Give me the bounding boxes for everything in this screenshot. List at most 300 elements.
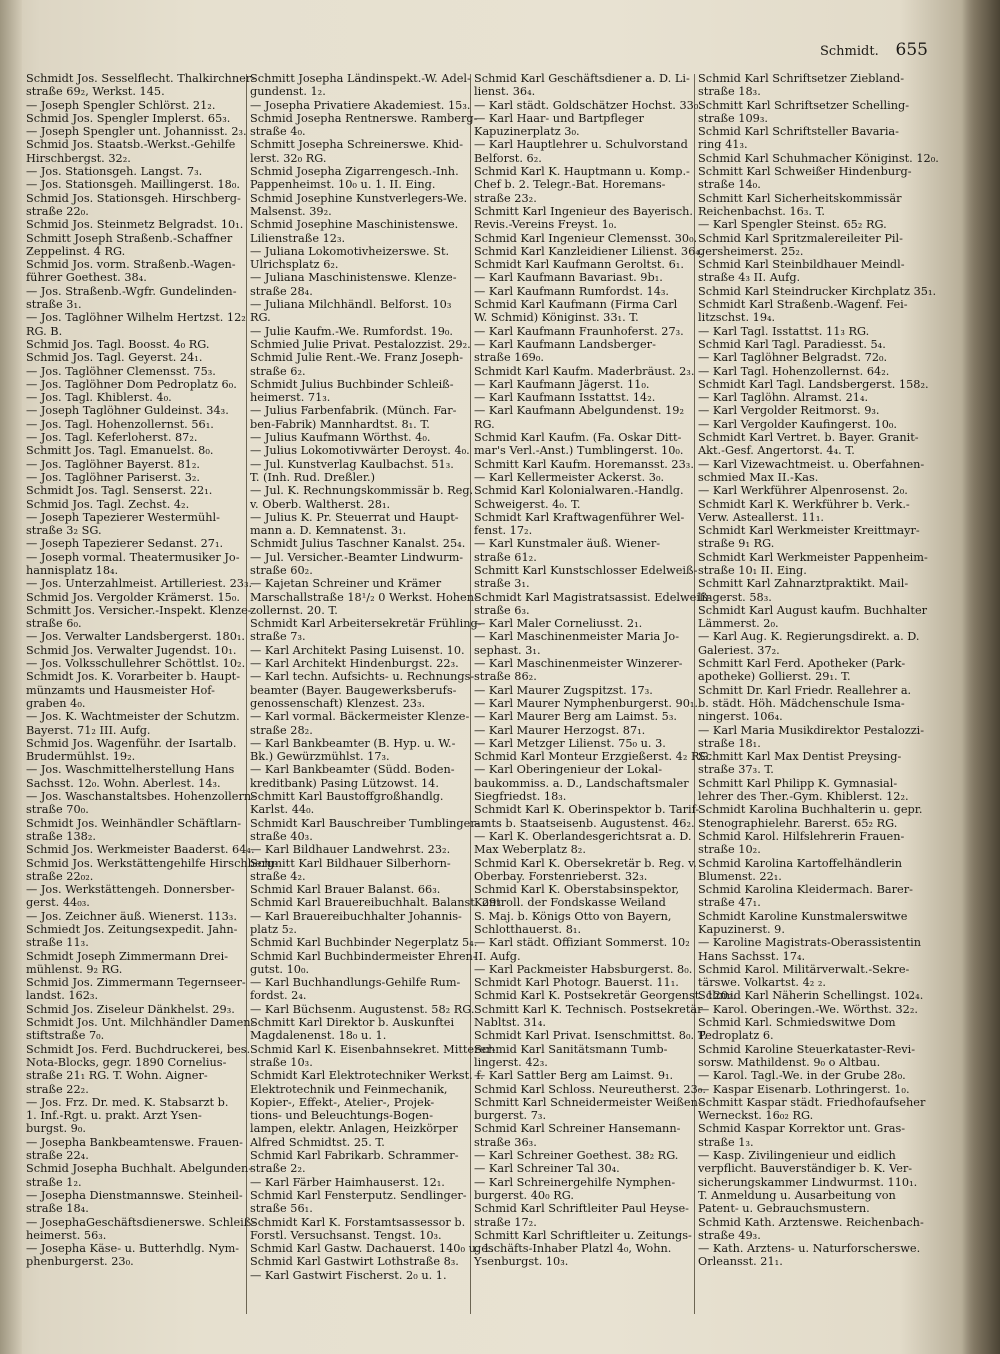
directory-entry-line: Schmitt Karl Bildhauer Silberhorn- <box>250 856 451 870</box>
directory-entry-line: straße 4₂. <box>250 869 306 883</box>
directory-entry-line: Schmitt Karl K. Technisch. Postsekretär <box>474 1002 703 1016</box>
directory-entry-line: straße 22₄. <box>26 1149 89 1163</box>
directory-entry-line: lampen, elektr. Anlagen, Heizkörper <box>250 1122 458 1136</box>
directory-entry-line: ningerst. 106₄. <box>698 710 783 724</box>
directory-entry-line: — Julie Kaufm.-We. Rumfordst. 19₀. <box>250 324 454 338</box>
directory-entry-line: — Karl Schreinergehilfe Nymphen- <box>474 1175 676 1189</box>
directory-entry-line: Schmid Karl Schriftsetzer Ziebland- <box>698 72 905 85</box>
directory-entry-line: straße 7₃. <box>250 630 306 644</box>
directory-entry-line: — Karl Bankbeamter (Südd. Boden- <box>250 763 455 777</box>
directory-entry-line: phenburgerst. 23₀. <box>26 1255 134 1269</box>
directory-entry-line: Zeppelinst. 4 RG. <box>26 244 126 258</box>
directory-entry-line: straße 4₃ II. Aufg. <box>698 271 801 285</box>
directory-entry-line: Schmidt Karl K. Werkführer b. Verk.- <box>698 497 910 511</box>
directory-entry-line: straße 3₁. <box>26 298 82 312</box>
directory-entry-line: RG. <box>474 417 495 431</box>
directory-entry-line: Schmid Jos. Steinmetz Belgradst. 10₁. <box>26 218 244 232</box>
directory-entry-line: Schmid Jos. Tagl. Boosst. 4₀ RG. <box>26 337 210 351</box>
directory-entry-line: Kapuzinerplatz 3₀. <box>474 125 580 139</box>
directory-entry-line: straße 17₂. <box>474 1215 537 1229</box>
directory-entry-line: straße 70₀. <box>26 803 89 817</box>
directory-entry-line: Schmid Kath. Arztenswe. Reichenbach- <box>698 1215 924 1229</box>
directory-entry-line: Schmid Karl. Schmiedswitwe Dom <box>698 1016 896 1030</box>
directory-entry-line: Schmid Karol. Militärverwalt.-Sekre- <box>698 962 910 976</box>
directory-entry-line: Schmid Karl Steindrucker Kirchplatz 35₁. <box>698 284 937 298</box>
directory-entry-line: Schmid Josepha Rentnerswe. Ramberg- <box>250 111 478 125</box>
directory-entry-line: RG. B. <box>26 324 63 338</box>
directory-entry-line: Schmid Karl Monteur Erzgießerst. 4₂ RG. <box>474 750 712 764</box>
directory-entry-line: Schmitt Joseph Straßenb.-Schaffner <box>26 231 233 245</box>
directory-entry-line: apotheke) Gollierst. 29₁. T. <box>698 670 851 684</box>
directory-entry-line: — Josepha Dienstmannswe. Steinheil- <box>26 1188 243 1202</box>
directory-entry-line: Revis.-Vereins Freyst. 1₀. <box>474 218 617 232</box>
directory-entry-line: — Karl städt. Offiziant Sommerst. 10₂ <box>474 936 690 950</box>
directory-entry-line: — Karoline Magistrats-Oberassistentin <box>698 936 922 950</box>
directory-entry-line: Schmidt Karl Werkmeister Kreittmayr- <box>698 524 920 538</box>
directory-entry-line: — Karl Haar- und Bartpfleger <box>474 111 644 125</box>
directory-entry-line: Schmidt Jos. Tagl. Senserst. 22₁. <box>26 484 213 498</box>
directory-entry-line: — Jul. Kunstverlag Kaulbachst. 51₃. <box>250 457 454 471</box>
directory-entry-line: — Jos. Waschmittelherstellung Hans <box>26 763 235 777</box>
directory-entry-line: Schmitt Dr. Karl Friedr. Reallehrer a. <box>698 683 912 697</box>
directory-entry-line: straße 28₂. <box>250 723 313 737</box>
directory-entry-line: straße 18₄. <box>26 1202 89 1216</box>
directory-entry-line: Schmidt Karl Arbeitersekretär Frühling- <box>250 617 482 631</box>
directory-entry-line: RG. <box>250 311 271 325</box>
directory-entry-line: Schmid Karl Näherin Schellingst. 102₄. <box>698 989 924 1003</box>
directory-entry-line: — Jos. K. Wachtmeister der Schutzm. <box>26 710 240 724</box>
directory-entry-line: geschäfts-Inhaber Platzl 4₀, Wohn. <box>474 1242 672 1256</box>
directory-entry-line: — Karl Taglöhn. Alramst. 21₄. <box>698 391 869 405</box>
directory-entry-line: baukommiss. a. D., Landschaftsmaler <box>474 776 689 790</box>
directory-entry-line: amts b. Staatseisenb. Augustenst. 46₂. <box>474 816 695 830</box>
directory-entry-line: — Jul. Versicher.-Beamter Lindwurm- <box>250 550 464 564</box>
directory-entry-line: gersheimerst. 25₂. <box>698 244 804 258</box>
directory-entry-line: S. Maj. b. Königs Otto von Bayern, <box>474 909 672 923</box>
directory-entry-line: Schmid Karl Gastwirt Lothstraße 8₃. <box>250 1255 459 1269</box>
directory-entry-line: Schmid Jos. Zimmermann Tegernseer- <box>26 976 246 990</box>
directory-entry-line: Schmidt Karl Elektrotechniker Werkst. f. <box>250 1069 484 1083</box>
directory-entry-line: — Juliana Lokomotivheizerswe. St. <box>250 244 450 258</box>
directory-entry-line: — Karl vormal. Bäckermeister Klenze- <box>250 710 470 724</box>
directory-entry-line: straße 21₁ RG. T. Wohn. Aigner- <box>26 1069 208 1083</box>
directory-entry-line: burgst. 9₀. <box>26 1122 86 1136</box>
directory-entry-line: Patent- u. Gebrauchsmustern. <box>698 1202 870 1216</box>
directory-entry-line: Schmidt Karl Privat. Isenschmittst. 8₀. T. <box>474 1029 708 1043</box>
directory-entry-line: Schmid Josephine Kunstverlegers-We. <box>250 191 468 205</box>
directory-entry-line: — Jos. Tagl. Keferloherst. 87₂. <box>26 431 198 445</box>
directory-entry-line: kreditbank) Pasing Lützowst. 14. <box>250 776 439 790</box>
directory-entry-line: Marschallstraße 18¹/₂ 0 Werkst. Hohen- <box>250 590 478 604</box>
directory-entry-line: straße 18₃. <box>698 85 761 99</box>
directory-entry-line: — Joseph Spengler Schlörst. 21₂. <box>26 98 216 112</box>
directory-entry-line: gutst. 10₀. <box>250 962 310 976</box>
directory-entry-line: straße 86₂. <box>474 670 537 684</box>
directory-entry-line: straße 22₂. <box>26 1082 89 1096</box>
directory-entry-line: litzschst. 19₄. <box>698 311 776 325</box>
directory-entry-line: Schmitt Karl Zahnarztpraktikt. Mail- <box>698 577 909 591</box>
directory-entry-line: Schmid Karl K. Oberstabsinspektor, <box>474 883 680 897</box>
directory-entry-line: tions- und Beleuchtungs-Bogen- <box>250 1109 434 1123</box>
directory-entry-line: Schmitt Karl Sicherheitskommissär <box>698 191 902 205</box>
directory-entry-line: Schmidt Karl Bauschreiber Tumblinger- <box>250 816 480 830</box>
directory-entry-line: Schmid Karl Schuhmacher Königinst. 12₀. <box>698 151 939 165</box>
directory-entry-line: — Karl Maurer Zugspitzst. 17₃. <box>474 683 653 697</box>
directory-entry-line: Schmid Jos. Spengler Implerst. 65₃. <box>26 111 231 125</box>
directory-entry-line: — Karl Maurer Herzogst. 87₁. <box>474 723 646 737</box>
directory-entry-line: Schmid Karl Gastw. Dachauerst. 140₀ u. 1. <box>250 1242 494 1256</box>
directory-entry-line: Schmidt Karl Straßenb.-Wagenf. Fei- <box>698 298 908 312</box>
directory-entry-line: straße 4₀. <box>250 125 306 139</box>
directory-entry-line: straße 3₁. <box>474 577 530 591</box>
directory-entry-line: — Karl Maschinenmeister Maria Jo- <box>474 630 680 644</box>
directory-entry-line: — Kasp. Zivilingenieur und eidlich <box>698 1149 896 1163</box>
directory-entry-line: straße 6₃. <box>474 603 530 617</box>
directory-entry-line: Schmidt Karl K. Forstamtsassessor b. <box>250 1215 466 1229</box>
directory-entry-line: Schmidt Karoline Kunstmalerswitwe <box>698 909 908 923</box>
directory-entry-line: — Julius Kaufmann Wörthst. 4₀. <box>250 431 431 445</box>
directory-entry-line: — Karl Schreiner Goethest. 38₂ RG. <box>474 1149 679 1163</box>
directory-entry-line: Schmid Josepha Buchhalt. Abelgunden- <box>26 1162 253 1176</box>
directory-entry-line: Schmidt Jos. Unt. Milchhändler Damen- <box>26 1016 255 1030</box>
directory-entry-line: Schmidt Karl Werkmeister Pappenheim- <box>698 550 928 564</box>
directory-entry-line: — Karl Aug. K. Regierungsdirekt. a. D. <box>698 630 920 644</box>
directory-entry-line: — Karl techn. Aufsichts- u. Rechnungs- <box>250 670 475 684</box>
directory-entry-line: Schmid Karol. Hilfslehrerin Frauen- <box>698 829 905 843</box>
directory-entry-line: — Jos. Zeichner äuß. Wienerst. 113₃. <box>26 909 237 923</box>
directory-entry-line: Schmitt Karl Max Dentist Preysing- <box>698 750 902 764</box>
directory-entry-line: verpflicht. Bauverständiger b. K. Ver- <box>698 1162 913 1176</box>
directory-entry-line: Lilienstraße 12₃. <box>250 231 346 245</box>
directory-entry-line: Schmid Karl Brauer Balanst. 66₃. <box>250 883 441 897</box>
directory-entry-line: — Karl Kaufmann Isstattst. 14₂. <box>474 391 656 405</box>
directory-entry-line: Schmid Karl Steinbildhauer Meindl- <box>698 258 905 272</box>
directory-entry-line: Schmidt Jos. Weinhändler Schäftlarn- <box>26 816 242 830</box>
directory-entry-line: Nota-Blocks, gegr. 1890 Cornelius- <box>26 1055 227 1069</box>
directory-entry-line: — Karl Hauptlehrer u. Schulvorstand <box>474 138 688 152</box>
directory-entry-line: — Josepha Bankbeamtenswe. Frauen- <box>26 1135 243 1149</box>
directory-entry-line: mar's Verl.-Anst.) Tumblingerst. 10₀. <box>474 444 684 458</box>
directory-entry-line: — Karl Oberingenieur der Lokal- <box>474 763 663 777</box>
directory-entry-line: — Karl Buchhandlungs-Gehilfe Rum- <box>250 976 461 990</box>
directory-entry-line: II. Aufg. <box>474 949 521 963</box>
directory-entry-line: Schmid Karl Tagl. Paradiesst. 5₄. <box>698 337 886 351</box>
directory-entry-line: — Karl Maler Corneliusst. 2₁. <box>474 617 643 631</box>
directory-entry-line: straße 138₂. <box>26 829 96 843</box>
directory-entry-line: straße 6₂. <box>250 364 306 378</box>
directory-entry-line: — Karl Tagl. Isstattst. 11₃ RG. <box>698 324 870 338</box>
directory-entry-line: Hans Sachsst. 17₄. <box>698 949 806 963</box>
directory-entry-line: Schmid Karl Geschäftsdiener a. D. Li- <box>474 72 690 85</box>
directory-entry-line: — Joseph Tapezierer Sedanst. 27₁. <box>26 537 224 551</box>
directory-entry-line: graben 4₀. <box>26 696 86 710</box>
directory-entry-line: Schmid Karl Kaufmann (Firma Carl <box>474 298 678 312</box>
directory-entry-line: Schmitt Karl Schneidermeister Weißen- <box>474 1095 702 1109</box>
page-edge-shadow <box>962 0 1000 1354</box>
directory-entry-line: Schmitt Karl Schriftsetzer Schelling- <box>698 98 910 112</box>
directory-entry-line: Schmid Karl Fensterputz. Sendlinger- <box>250 1188 467 1202</box>
directory-entry-line: — Jos. Taglöhner Bayerst. 81₂. <box>26 457 200 471</box>
directory-entry-line: — Karl Architekt Pasing Luisenst. 10. <box>250 643 465 657</box>
directory-entry-line: Schmitt Karl Ferd. Apotheker (Park- <box>698 657 906 671</box>
directory-entry-line: Lämmerst. 2₀. <box>698 617 779 631</box>
directory-entry-line: Schweigerst. 4₀. T. <box>474 497 581 511</box>
directory-entry-line: Pedroplatz 6. <box>698 1029 774 1043</box>
directory-entry-line: Schmidt Karolina Buchhalterin u. gepr. <box>698 803 923 817</box>
directory-entry-line: Akt.-Gesf. Angertorst. 4₄. T. <box>698 444 855 458</box>
directory-entry-line: Ulrichsplatz 6₂. <box>250 258 339 272</box>
directory-entry-line: — Jos. Unterzahlmeist. Artilleriest. 23₃. <box>26 577 253 591</box>
directory-entry-line: Schmidt Julius Buchbinder Schleiß- <box>250 377 454 391</box>
directory-entry-line: Schmitt Jos. Versicher.-Inspekt. Klenze- <box>26 603 252 617</box>
directory-entry-line: Verw. Asteallerst. 11₁. <box>698 510 824 524</box>
directory-entry-line: zollernst. 20. T. <box>250 603 338 617</box>
directory-column-4 <box>698 72 939 1269</box>
directory-entry-line: Schmid Karl Brauereibuchhalt. Balanst. 29₃. <box>250 896 505 910</box>
directory-entry-line: beamter (Bayer. Baugewerksberufs- <box>250 683 457 697</box>
directory-entry-line: straße 109₃. <box>698 111 768 125</box>
directory-entry-line: — Jul. K. Rechnungskommissär b. Reg. <box>250 484 474 498</box>
directory-entry-line: burgerst. 7₃. <box>474 1109 547 1123</box>
directory-entry-line: — Jos. Frz. Dr. med. K. Stabsarzt b. <box>26 1095 229 1109</box>
book-gutter <box>0 0 22 1354</box>
directory-entry-line: Schmidt Jos. Ferd. Buchdruckerei, bes. <box>26 1042 251 1056</box>
directory-entry-line: Schmid Jos. Stationsgeh. Hirschberg- <box>26 191 241 205</box>
directory-entry-line: — Jos. Straßenb.-Wgfr. Gundelinden- <box>26 284 237 298</box>
directory-entry-line: — Jos. Werkstättengeh. Donnersber- <box>26 883 235 897</box>
directory-entry-line: Kontroll. der Fondskasse Weiland <box>474 896 666 910</box>
directory-entry-line: Schmied Julie Privat. Pestalozzist. 29₂. <box>250 337 471 351</box>
directory-entry-line: Schmid Jos. Vergolder Krämerst. 15₀. <box>26 590 240 604</box>
directory-entry-line: — Karl Maurer Nymphenburgerst. 90₁. <box>474 696 699 710</box>
directory-entry-line: — Karl Schreiner Tal 30₄. <box>474 1162 620 1176</box>
directory-entry-line: — Karl Spengler Steinst. 65₂ RG. <box>698 218 887 232</box>
directory-entry-line: — Karl Vergolder Reitmorst. 9₃. <box>698 404 880 418</box>
directory-entry-line: — Julius Lokomotivwärter Deroyst. 4₀. <box>250 444 470 458</box>
directory-entry-line: straße 47₁. <box>698 896 761 910</box>
directory-entry-line: straße 37₃. T. <box>698 763 774 777</box>
directory-entry-line: straße 22₀₂. <box>26 869 94 883</box>
directory-entry-line: — Karl Brauereibuchhalter Johannis- <box>250 909 462 923</box>
directory-entry-line: Schmidt Karl Magistratsassist. Edelweiß- <box>474 590 712 604</box>
directory-entry-line: — Karl Taglöhner Belgradst. 72₀. <box>698 351 888 365</box>
directory-entry-line: Schmid Karl Kolonialwaren.-Handlg. <box>474 484 684 498</box>
directory-entry-line: — JosephaGeschäftsdienerswe. Schleiß- <box>26 1215 256 1229</box>
directory-entry-line: Schmid Josepha Zigarrengesch.-Inh. <box>250 165 459 179</box>
directory-entry-line: Orleansst. 21₁. <box>698 1255 783 1269</box>
directory-entry-line: — Karl Maria Musikdirektor Pestalozzi- <box>698 723 925 737</box>
directory-entry-line: Schmid Karl Fabrikarb. Schrammer- <box>250 1149 459 1163</box>
directory-entry-line: Alfred Schmidtst. 25. T. <box>250 1135 385 1149</box>
directory-entry-line: straße 169₀. <box>474 351 544 365</box>
directory-entry-line: Schmidt Karl Kraftwagenführer Wel- <box>474 510 685 524</box>
directory-entry-line: Schmid Jos. Verwalter Jugendst. 10₁. <box>26 643 237 657</box>
directory-entry-line: Schmid Karl Buchbinder Negerplatz 5₄. <box>250 936 478 950</box>
directory-entry-line: — Julius Farbenfabrik. (Münch. Far- <box>250 404 457 418</box>
directory-entry-line: Schmid Karl Spritzmalereileiter Pil- <box>698 231 903 245</box>
directory-entry-line: Schmid Karl Schriftsteller Bavaria- <box>698 125 899 139</box>
directory-entry-line: Schmid Josephine Maschinistenswe. <box>250 218 459 232</box>
directory-entry-line: Blumenst. 22₁. <box>698 869 782 883</box>
directory-entry-line: ring 41₃. <box>698 138 748 152</box>
directory-entry-line: Schmid Jos. Ziseleur Dänkhelst. 29₃. <box>26 1002 235 1016</box>
directory-entry-line: Siegfriedst. 18₃. <box>474 790 567 804</box>
directory-entry-line: straße 49₃. <box>698 1228 761 1242</box>
directory-entry-line: Schmid Karl Ingenieur Clemensst. 30₀. <box>474 231 698 245</box>
directory-entry-line: — Karl Färber Haimhauserst. 12₁. <box>250 1175 445 1189</box>
directory-entry-line: Brudermühlst. 19₂. <box>26 750 136 764</box>
directory-entry-line: T. (Inh. Rud. Dreßler.) <box>250 470 375 484</box>
directory-entry-line: — Juliana Milchhändl. Belforst. 10₃ <box>250 298 452 312</box>
directory-entry-line: Schmid Kaspar Korrektor unt. Gras- <box>698 1122 906 1136</box>
directory-entry-line: Schmid Julie Rent.-We. Franz Joseph- <box>250 351 464 365</box>
directory-entry-line: Schmidt Karl K. Oberinspektor b. Tarif- <box>474 803 700 817</box>
directory-entry-line: Schmidt Karl Vertret. b. Bayer. Granit- <box>698 431 919 445</box>
directory-entry-line: straße 11₃. <box>26 936 89 950</box>
directory-entry-line: straße 40₃. <box>250 829 313 843</box>
directory-entry-line: — Jos. Taglöhner Wilhelm Hertzst. 12₂ <box>26 311 246 325</box>
directory-entry-line: — Jos. Taglöhner Pariserst. 3₂. <box>26 470 201 484</box>
directory-entry-line: gerst. 44₀₃. <box>26 896 90 910</box>
directory-entry-line: Schmitt Karl Kunstschlosser Edelweiß- <box>474 563 698 577</box>
directory-entry-line: — Jos. Stationsgeh. Langst. 7₃. <box>26 165 203 179</box>
directory-entry-line: Schmitt Josepha Schreinerswe. Khid- <box>250 138 464 152</box>
directory-entry-line: Schmidt Karl August kaufm. Buchhalter <box>698 603 928 617</box>
directory-entry-line: Schmitt Karl Kaufm. Horemansst. 23₃. <box>474 457 694 471</box>
directory-entry-line: lienst. 36₄. <box>474 85 536 99</box>
page-number: 655 <box>895 40 928 60</box>
directory-entry-line: straße 61₂. <box>474 550 537 564</box>
directory-entry-line: Schmid Karl K. Eisenbahnsekret. Mitterer- <box>250 1042 496 1056</box>
directory-entry-line: — Kaspar Eisenarb. Lothringerst. 1₀. <box>698 1082 910 1096</box>
directory-entry-line: Nabltst. 31₄. <box>474 1016 547 1030</box>
directory-entry-line: — Jos. Tagl. Khiblerst. 4₀. <box>26 391 172 405</box>
directory-entry-line: straße 10₁ II. Eing. <box>698 563 807 577</box>
directory-entry-line: — Kajetan Schreiner und Krämer <box>250 577 442 591</box>
directory-entry-line: — Karl Metzger Lilienst. 75₀ u. 3. <box>474 736 666 750</box>
directory-entry-line: 1. Inf.-Rgt. u. prakt. Arzt Ysen- <box>26 1109 202 1123</box>
directory-entry-line: Schmidt Julius Taschner Kanalst. 25₄. <box>250 537 466 551</box>
directory-entry-line: — Karl Kaufmann Jägerst. 11₀. <box>474 377 650 391</box>
directory-entry-line: — Jos. Tagl. Hohenzollernst. 56₁. <box>26 417 214 431</box>
directory-entry-line: — Joseph vormal. Theatermusiker Jo- <box>26 550 240 564</box>
directory-entry-line: Schmid Karl K. Postsekretär Georgenst. 120₂. <box>474 989 737 1003</box>
directory-entry-line: — Karl Kaufmann Bavariast. 9b₁. <box>474 271 663 285</box>
directory-entry-line: Galeriest. 37₂. <box>698 643 780 657</box>
directory-entry-line: Schmid Jos. vorm. Straßenb.-Wagen- <box>26 258 236 272</box>
directory-entry-line: Schmitt Jos. Tagl. Emanuelst. 8₀. <box>26 444 214 458</box>
directory-entry-line: Oberbay. Forstenrieberst. 32₃. <box>474 869 648 883</box>
directory-entry-line: genossenschaft) Klenzest. 23₃. <box>250 696 426 710</box>
directory-entry-line: sorsw. Mathildenst. 9₀ o Altbau. <box>698 1055 881 1069</box>
directory-entry-line: straße 18₁. <box>698 736 761 750</box>
directory-entry-line: b. städt. Höh. Mädchenschule Isma- <box>698 696 905 710</box>
directory-entry-line: W. Schmid) Königinst. 33₁. T. <box>474 311 639 325</box>
directory-entry-line: — Karl Gastwirt Fischerst. 2₀ u. 1. <box>250 1268 447 1282</box>
directory-entry-line: straße 36₃. <box>474 1135 537 1149</box>
directory-entry-line: Bk.) Gewürzmühlst. 17₃. <box>250 750 390 764</box>
directory-entry-line: — Karl Packmeister Habsburgerst. 8₀. <box>474 962 693 976</box>
directory-entry-line: Schmid Jos. Werkstättengehilfe Hirschberg- <box>26 856 279 870</box>
directory-entry-line: straße 6₀. <box>26 617 82 631</box>
directory-entry-line: münzamts und Hausmeister Hof- <box>26 683 215 697</box>
directory-entry-line: Werneckst. 16₀₂ RG. <box>698 1109 814 1123</box>
directory-entry-line: — Karl Kaufmann Fraunhoferst. 27₃. <box>474 324 684 338</box>
directory-entry-line: — Karl Kaufmann Rumfordst. 14₃. <box>474 284 670 298</box>
directory-entry-line: straße 56₁. <box>250 1202 313 1216</box>
directory-entry-line: Reichenbachst. 16₃. T. <box>698 204 826 218</box>
directory-entry-line: sicherungskammer Lindwurmst. 110₁. <box>698 1175 918 1189</box>
directory-entry-line: — Joseph Spengler unt. Johannisst. 2₃. <box>26 125 247 139</box>
directory-entry-line: Schmid Karolina Kartoffelhändlerin <box>698 856 903 870</box>
directory-entry-line: sephast. 3₁. <box>474 643 541 657</box>
directory-entry-line: Schmid Karl Schloss. Neureutherst. 23₀. <box>474 1082 706 1096</box>
directory-entry-line: Sachsst. 12₀. Wohn. Aberlest. 14₃. <box>26 776 221 790</box>
directory-entry-line: — Joseph Tapezierer Westermühl- <box>26 510 220 524</box>
directory-entry-line: landst. 162₃. <box>26 989 99 1003</box>
directory-entry-line: mühlenst. 9₂ RG. <box>26 962 123 976</box>
directory-entry-line: — Karl Büchsenm. Augustenst. 58₂ RG. <box>250 1002 475 1016</box>
directory-entry-line: — Karl Vizewachtmeist. u. Oberfahnen- <box>698 457 925 471</box>
directory-entry-line: führer Goethest. 38₄. <box>26 271 147 285</box>
directory-entry-line: — Jos. Volksschullehrer Schöttlst. 10₂. <box>26 657 246 671</box>
directory-entry-line: Schmidt Joseph Zimmermann Drei- <box>26 949 229 963</box>
directory-entry-line: straße 28₄. <box>250 284 313 298</box>
directory-entry-line: — Karl Vergolder Kaufingerst. 10₀. <box>698 417 898 431</box>
running-head: Schmidt. <box>820 44 879 59</box>
directory-entry-line: — Karl Architekt Hindenburgst. 22₃. <box>250 657 459 671</box>
directory-entry-line: straße 10₃. <box>250 1055 313 1069</box>
directory-entry-line: T. Anmeldung u. Ausarbeitung von <box>698 1188 896 1202</box>
directory-entry-line: straße 2₂. <box>250 1162 306 1176</box>
directory-entry-line: Schmitt Karl Ingenieur des Bayerisch. <box>474 204 694 218</box>
directory-entry-line: — Karol. Tagl.-We. in der Grube 28₀. <box>698 1069 906 1083</box>
directory-entry-line: straße 3₂ SG. <box>26 524 102 538</box>
directory-entry-line: — Karol. Oberingen.-We. Wörthst. 32₂. <box>698 1002 918 1016</box>
directory-entry-line: lehrer des Ther.-Gym. Khiblerst. 12₂. <box>698 790 909 804</box>
directory-entry-line: — Karl Kellermeister Ackerst. 3₀. <box>474 470 665 484</box>
directory-entry-line: Schmid Karl Kaufm. (Fa. Oskar Ditt- <box>474 431 682 445</box>
directory-entry-line: tärswe. Volkartst. 4₂ ₂. <box>698 976 827 990</box>
directory-entry-line: mann a. D. Kemnatenst. 3₁. <box>250 524 407 538</box>
directory-entry-line: — Jos. Waschanstaltsbes. Hohenzollern- <box>26 790 255 804</box>
directory-entry-line: lingerst. 42₃. <box>474 1055 548 1069</box>
directory-entry-line: — Jos. Stationsgeh. Maillingerst. 18₀. <box>26 178 240 192</box>
directory-entry-line: Schmitt Josepha Ländinspekt.-W. Adel- <box>250 72 471 85</box>
directory-entry-line: ben-Fabrik) Mannhardtst. 8₁. T. <box>250 417 430 431</box>
directory-entry-line: Schmid Karl Kanzleidiener Lilienst. 36₄. <box>474 244 704 258</box>
directory-entry-line: straße 9₁ RG. <box>698 537 775 551</box>
directory-entry-line: Schmid Karl Buchbindermeister Ehren- <box>250 949 477 963</box>
directory-entry-line: Schmidt Jos. Sesselflecht. Thalkirchner- <box>26 72 255 85</box>
directory-entry-line: schmied Max II.-Kas. <box>698 470 819 484</box>
directory-entry-line: Schmid Karolina Kleidermach. Barer- <box>698 883 913 897</box>
directory-entry-line: Schmiedt Jos. Zeitungsexpedit. Jahn- <box>26 923 238 936</box>
directory-entry-line: Schmid Karl Sanitätsmann Tumb- <box>474 1042 668 1056</box>
directory-entry-line: — Karl Werkführer Alpenrosenst. 2₀. <box>698 484 908 498</box>
directory-entry-line: straße 23₂. <box>474 191 537 205</box>
directory-entry-line: — Josepha Käse- u. Butterhdlg. Nym- <box>26 1242 240 1256</box>
directory-entry-line: Chef b. 2. Telegr.-Bat. Horemans- <box>474 178 666 192</box>
directory-entry-line: Forstl. Versuchsanst. Tengst. 10₃. <box>250 1228 442 1242</box>
directory-entry-line: — Karl Bankbeamter (B. Hyp. u. W.- <box>250 736 456 750</box>
page-header <box>820 40 940 60</box>
directory-entry-line: — Jos. Taglöhner Dom Pedroplatz 6₀. <box>26 377 237 391</box>
directory-entry-line: — Jos. Verwalter Landsbergerst. 180₁. <box>26 630 246 644</box>
directory-entry-line: Schmitt Karl Philipp K. Gymnasial- <box>698 776 898 790</box>
directory-entry-line: Kapuzinerst. 9. <box>698 923 785 936</box>
directory-entry-line: — Julius K. Pr. Steuerrat und Haupt- <box>250 510 459 524</box>
